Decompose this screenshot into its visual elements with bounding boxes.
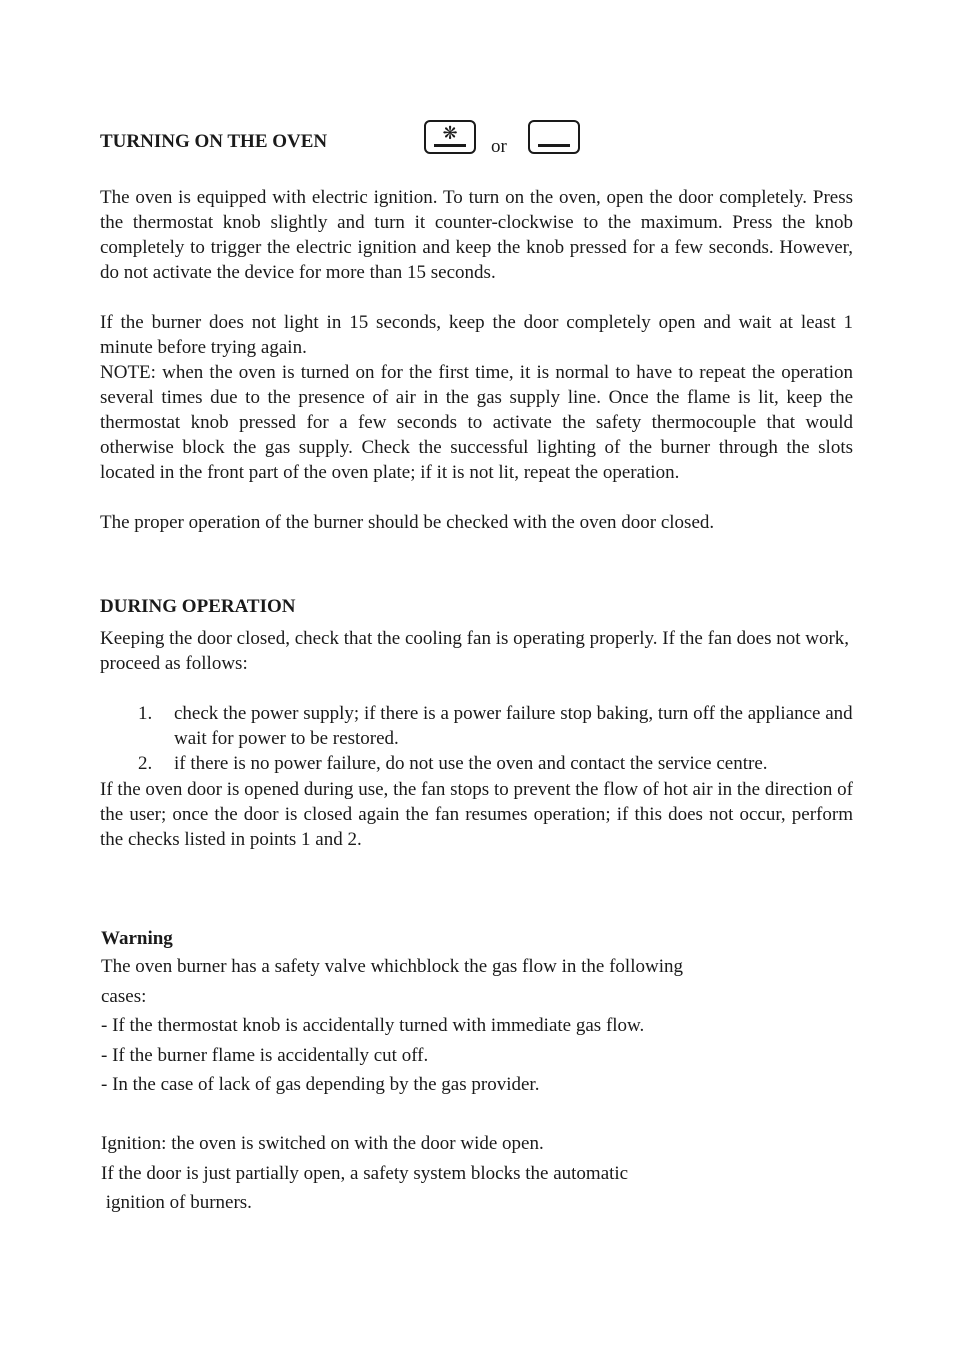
paragraph-retry: If the burner does not light in 15 seconds, keep the door completely open and wait at least 1 minute before trying again.: [100, 312, 853, 358]
paragraph-door-opened: If the oven door is opened during use, the fan stops to prevent the flow of hot air in the direction of the user; once the door is closed again the fan resumes operation; if this does not occur, perform the checks listed in points 1 and 2.: [100, 779, 853, 850]
paragraph-check-closed: The proper operation of the burner should be checked with the oven door closed.: [100, 512, 715, 533]
warning-line: The oven burner has a safety valve whichblock the gas flow in the following: [101, 956, 683, 977]
bottom-heat-icon: [528, 120, 580, 154]
list-item-number: 1.: [138, 703, 153, 724]
list-item-text: if there is no power failure, do not use the oven and contact the service centre.: [174, 753, 768, 774]
list-item: [100, 751, 853, 776]
list-item-number: 2.: [138, 753, 153, 774]
list-item: [100, 701, 853, 751]
section-title-warning: Warning: [101, 928, 173, 949]
section-title-turning-on: TURNING ON THE OVEN: [100, 131, 328, 152]
list-item-text: check the power supply; if there is a power failure stop baking, turn off the appliance and wait for power to be restored.: [174, 703, 853, 749]
fan-oven-icon: ❋: [424, 120, 476, 154]
section-title-during-operation: DURING OPERATION: [100, 596, 296, 617]
paragraph-fan-check: Keeping the door closed, check that the cooling fan is operating properly. If the fan does not work, proceed as follows:: [100, 628, 850, 674]
or-label: or: [491, 136, 507, 157]
warning-line: If the door is just partially open, a safety system blocks the automatic: [101, 1163, 629, 1184]
paragraph-note: NOTE: when the oven is turned on for the first time, it is normal to have to repeat the operation several times due to the presence of air in the gas supply line. Once the flame is lit, keep the thermostat knob pressed for a few seconds to activate the safety thermocouple that would otherwise block the gas supply. Check the successful lighting of the burner through the slots located in the front part of the oven plate; if it is not lit, repeat the operation.: [100, 362, 853, 483]
warning-line: ignition of burners.: [101, 1192, 252, 1213]
warning-line: cases:: [101, 986, 147, 1007]
warning-line: - If the thermostat knob is accidentally turned with immediate gas flow.: [101, 1015, 645, 1036]
warning-line: Ignition: the oven is switched on with the door wide open.: [101, 1133, 544, 1154]
warning-line: - In the case of lack of gas depending by the gas provider.: [101, 1074, 540, 1095]
numbered-list: [100, 701, 853, 776]
paragraph-ignition: The oven is equipped with electric ignition. To turn on the oven, open the door completely. Press the thermostat knob slightly and turn it counter-clockwise to the maximum. Press the knob completely to trigger the electric ignition and keep the knob pressed for a few seconds. However, do not activate the device for more than 15 seconds.: [100, 187, 853, 283]
warning-line: - If the burner flame is accidentally cut off.: [101, 1045, 429, 1066]
